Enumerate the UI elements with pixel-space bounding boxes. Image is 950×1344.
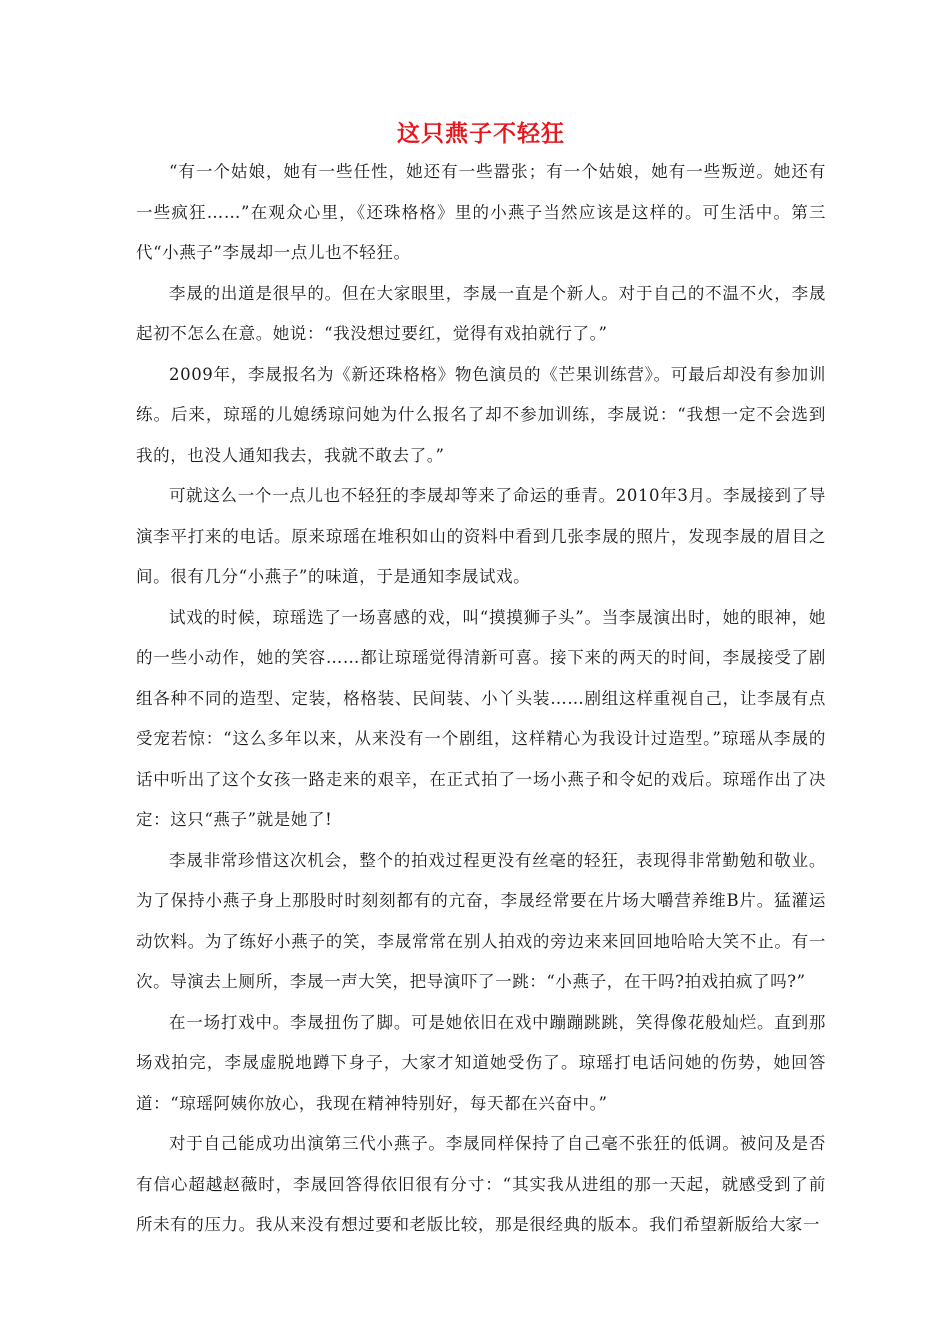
paragraph-2: 李晟的出道是很早的。但在大家眼里，李晟一直是个新人。对于自己的不温不火，李晟起初不怎么在意。她说：“我没想过要红，觉得有戏拍就行了。” [136,283,826,343]
document-page [136,118,826,1246]
paragraph-3: 2009年，李晟报名为《新还珠格格》物色演员的《芒果训练营》。可最后却没有参加训练。后来，琼瑶的儿媳绣琼问她为什么报名了却不参加训练，李晟说：“我想一定不会选到我的，也没人通知我去，我就不敢去了。” [136,364,826,465]
paragraph-5: 试戏的时候，琼瑶选了一场喜感的戏，叫“摸摸狮子头”。当李晟演出时，她的眼神，她的一些小动作，她的笑容……都让琼瑶觉得清新可喜。接下来的两天的时间，李晟接受了剧组各种不同的造型、定装，格格装、民间装、小丫头装……剧组这样重视自己，让李晟有点受宠若惊：“这么多年以来，从来没有一个剧组，这样精心为我设计过造型。”琼瑶从李晟的话中听出了这个女孩一路走来的艰辛，在正式拍了一场小燕子和令妃的戏后。琼瑶作出了决定：这只“燕子”就是她了! [136,607,826,829]
paragraph-8: 对于自己能成功出演第三代小燕子。李晟同样保持了自己毫不张狂的低调。被问及是否有信心超越赵薇时，李晟回答得依旧很有分寸：“其实我从进组的那一天起，就感受到了前所未有的压力。我从来没有想过要和老版比较，那是很经典的版本。我们希望新版给大家一 [136,1134,826,1234]
paragraph-4: 可就这么一个一点儿也不轻狂的李晟却等来了命运的垂青。2010年3月。李晟接到了导演李平打来的电话。原来琼瑶在堆积如山的资料中看到几张李晟的照片，发现李晟的眉目之间。很有几分“小燕子”的味道，于是通知李晟试戏。 [136,486,826,586]
paragraph-6: 李晟非常珍惜这次机会，整个的拍戏过程更没有丝毫的轻狂，表现得非常勤勉和敬业。为了保持小燕子身上那股时时刻刻都有的亢奋，李晟经常要在片场大嚼营养维B片。猛灌运动饮料。为了练好小燕子的笑，李晟常常在别人拍戏的旁边来来回回地哈哈大笑不止。有一次。导演去上厕所，李晟一声大笑，把导演吓了一跳：“小燕子，在干吗?拍戏拍疯了吗?” [136,850,826,991]
article-title: 这只燕子不轻狂 [397,120,565,147]
paragraph-7: 在一场打戏中。李晟扭伤了脚。可是她依旧在戏中蹦蹦跳跳，笑得像花般灿烂。直到那场戏拍完，李晟虚脱地蹲下身子，大家才知道她受伤了。琼瑶打电话问她的伤势，她回答道：“琼瑶阿姨你放心，我现在精神特别好，每天都在兴奋中。” [136,1012,826,1113]
paragraph-1: “有一个姑娘，她有一些任性，她还有一些嚣张；有一个姑娘，她有一些叛逆。她还有一些疯狂……”在观众心里，《还珠格格》里的小燕子当然应该是这样的。可生活中。第三代“小燕子”李晟却一点儿也不轻狂。 [136,162,826,262]
